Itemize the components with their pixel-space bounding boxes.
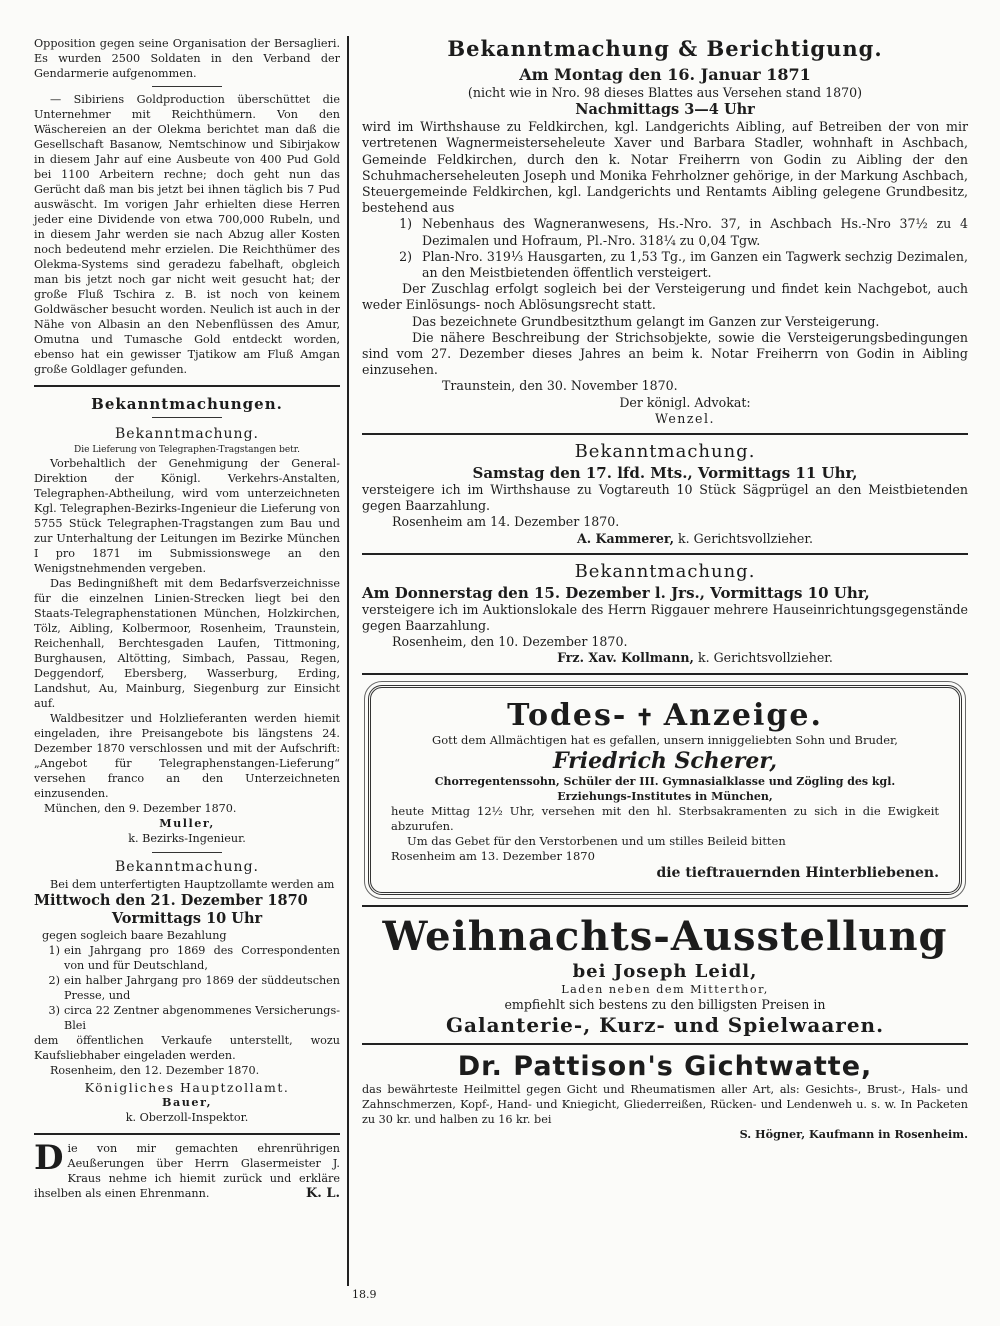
notice-role: k. Gerichtsvollzieher. <box>697 650 833 666</box>
notice-paragraph: Bei dem unterfertigten Hauptzollamte werden am <box>50 878 335 891</box>
notice-zollamt <box>34 859 340 1125</box>
notice-signature: Muller, <box>159 816 215 830</box>
list-item <box>362 249 968 281</box>
list-number: 1) <box>48 944 60 957</box>
cross-icon: ✝ <box>635 704 656 731</box>
divider <box>152 417 222 418</box>
footer-number: 18.9 <box>352 1288 377 1301</box>
section-title: Bekanntmachungen. <box>91 395 283 413</box>
list-number: 1) <box>399 216 412 232</box>
ad-title: Dr. Pattison's Gichtwatte, <box>457 1050 873 1082</box>
right-column <box>362 36 968 1142</box>
divider <box>362 905 968 907</box>
list-item <box>34 1003 340 1033</box>
death-notice-title-a: Todes- <box>507 697 628 733</box>
list-item <box>34 973 340 1003</box>
list-item <box>362 216 968 248</box>
notice-paragraph: Die nähere Beschreibung der Strichsobjekte, sowie die Versteigerungsbedingungen sind vom 27. Dezember dieses Jahres an beim k. Notar Freiherrn von Godin in Aibling einzusehen. <box>362 329 968 378</box>
notice-kollmann <box>362 561 968 667</box>
death-notice-frame <box>368 685 962 895</box>
death-notice-paragraph: Um das Gebet für den Verstorbenen und um stilles Beileid bitten <box>407 833 786 848</box>
ad-weihnachts <box>362 913 968 1037</box>
notice-signature: Bauer, <box>162 1095 212 1109</box>
death-notice-title <box>391 698 939 733</box>
divider <box>362 553 968 555</box>
ad-goods: Galanterie-, Kurz- und Spielwaaren. <box>445 1012 885 1037</box>
notice-title: Bekanntmachung. <box>115 426 259 442</box>
notice-role: Der königl. Advokat: <box>619 394 751 410</box>
notice-date: Rosenheim, den 10. Dezember 1870. <box>392 634 628 650</box>
death-notice-title-b: Anzeige. <box>663 697 823 733</box>
notice-paragraph: ie von mir gemachten ehrenrührigen Aeußerungen über Herrn Glasermeister J. Kraus nehme ich hiemit zurück und erkläre ihselben als einen Ehrenmann. <box>34 1142 340 1200</box>
notice-signature: K. L. <box>305 1186 340 1201</box>
death-notice-paragraph: heute Mittag 12½ Uhr, versehen mit den hl. Sterbsakramenten zu sich in die Ewigkeit abzurufen. <box>391 803 939 833</box>
deceased-name: Friedrich Scherer, <box>552 747 778 774</box>
divider <box>34 385 340 387</box>
list-text: ein halber Jahrgang pro 1869 der süddeutschen Presse, und <box>64 974 340 1002</box>
notice-role: k. Gerichtsvollzieher. <box>678 530 814 546</box>
list-number: 2) <box>48 974 60 987</box>
notice-paragraph: versteigere ich im Auktionslokale des Herrn Riggauer mehrere Hauseinrichtungsgegenstände gegen Baarzahlung. <box>362 601 968 634</box>
notice-date: München, den 9. Dezember 1870. <box>44 802 237 815</box>
notice-date: Rosenheim am 14. Dezember 1870. <box>392 514 620 530</box>
notice-kammerer <box>362 441 968 547</box>
opener-paragraph: Opposition gegen seine Organisation der Bersaglieri. Es wurden 2500 Soldaten in den Verband der Gendarmerie aufgenommen. <box>34 37 340 80</box>
list-text: circa 22 Zentner abgenommenes Versicherungs-Blei <box>64 1004 340 1032</box>
notice-title: Bekanntmachung. <box>574 441 756 463</box>
notice-paragraph: versteigere ich im Wirthshause zu Vogtareuth 10 Stück Sägprügel an den Meistbietenden gegen Baarzahlung. <box>362 482 968 514</box>
notice-date-line: Mittwoch den 21. Dezember 1870 <box>34 892 308 909</box>
divider <box>34 1133 340 1135</box>
sibirien-article: — Sibiriens Goldproduction überschüttet die Unternehmer mit Reichthümern. Von den Wäschereien an der Olekma berichtet man daß die Gesellschaft Basanow, Nemtschinow und Sibirjakow in diesem Jahr auf eine Ausbeute von 400 Pud Gold bei 1100 Arbeitern rechne; doch geht nun das Gerücht daß man bis jetzt bei ihnen täglich bis 7 Pud auswäscht. Im vorigen Jahr erhielten diese Herren jeder eine Dividende von etwa 700,000 Rubeln, und in diesem Jahr werden sie nach Abzug aller Kosten noch bedeutend mehr erzielen. Die Reichthümer des Olekma-Systems sind geradezu fabelhaft, obgleich man bis jetzt noch gar nicht weit gesucht hat; der große Fluß Tschira z. B. ist noch von keinem Goldwäscher besucht worden. Neulich ist auch in der Nähe von Albasin an den Nebenflüssen des Amur, Omutna und Tumasche Gold entdeckt worden, ebenso hat ein gewisser Tjatikow am Fluß Amgan große Goldlager gefunden. <box>34 93 340 376</box>
list-text: Nebenhaus des Wagneranwesens, Hs.-Nro. 37, in Aschbach Hs.-Nro 37½ zu 4 Dezimalen und Hofraum, Pl.-Nro. 318¼ zu 0,04 Tgw. <box>422 216 968 248</box>
notice-date-line: Samstag den 17. lfd. Mts., Vormittags 11 Uhr, <box>472 464 858 483</box>
ad-title: Weihnachts-Ausstellung <box>382 912 948 960</box>
divider <box>152 852 222 853</box>
notice-subtitle: Die Lieferung von Telegraphen-Tragstangen betr. <box>74 445 300 455</box>
notice-kraus <box>34 1138 340 1201</box>
ad-paragraph: das bewährteste Heilmittel gegen Gicht und Rheumatismen aller Art, als: Gesichts-, Brust-, Hals- und Zahnschmerzen, Kopf-, Hand- und Kniegicht, Gliederreißen, Rücken- und Lendenweh u. s. w. In Packeten zu 30 kr. und halben zu 16 kr. bei <box>362 1082 968 1126</box>
list-text: ein Jahrgang pro 1869 des Correspondenten von und für Deutschland, <box>64 944 340 972</box>
notice-paragraph: Das bezeichnete Grundbesitzthum gelangt im Ganzen zur Versteigerung. <box>412 313 880 329</box>
notice-signature-line <box>362 650 968 666</box>
notice-date: Traunstein, den 30. November 1870. <box>442 378 678 394</box>
death-notice-paragraph: Chorregentenssohn, Schüler der III. Gymnasialklasse und Zögling des kgl. Erziehungs-Institutes in München, <box>434 774 896 803</box>
notice-paragraph: Waldbesitzer und Holzlieferanten werden hiemit eingeladen, ihre Preisangebote bis längstens 24. Dezember 1870 verschlossen und mit der Aufschrift: „Angebot für Telegraphenstangen-Lieferung“ versehen franco an den Unterzeichneten einzusenden. <box>34 712 340 800</box>
list-text: Plan-Nro. 319⅓ Hausgarten, zu 1,53 Tg., im Ganzen ein Tagwerk sechzig Dezimalen, an den Meistbietenden öffentlich versteigert. <box>422 248 968 281</box>
notice-signature: A. Kammerer, <box>576 530 675 546</box>
ad-location: Laden neben dem Mitterthor, <box>561 982 769 996</box>
notice-date-line: Am Donnerstag den 15. Dezember l. Jrs., Vormittags 10 Uhr, <box>362 583 870 602</box>
notice-time-line: Nachmittags 3—4 Uhr <box>575 101 755 119</box>
notice-signature: Wenzel. <box>654 410 716 426</box>
left-column <box>34 36 340 1201</box>
ad-seller: S. Högner, Kaufmann in Rosenheim. <box>739 1126 968 1141</box>
notice-paragraph: gegen sogleich baare Bezahlung <box>42 929 227 942</box>
notice-paragraph: wird im Wirthshause zu Feldkirchen, kgl. Landgerichts Aibling, auf Betreiben der von mir vertretenen Wagnermeisterseheleute Xaver und Barbara Stadler, wohnhaft in Aschbach, Gemeinde Feldkirchen, durch den k. Notar Freiherrn von Godin zu Aibling der den Schuhmacherseheleuten Joseph und Monika Fehrholzner gehörige, in der Markung Aschbach, Steuergemeinde Feldkirchen, kgl. Landgerichts und Rentamts Aibling gelegene Grundbesitz, bestehend aus <box>362 119 968 216</box>
notice-paragraph: Der Zuschlag erfolgt sogleich bei der Versteigerung und findet kein Nachgebot, auch weder Einlösungs- noch Ablösungsrecht statt. <box>362 281 968 313</box>
divider <box>362 1043 968 1045</box>
notice-role: k. Oberzoll-Inspektor. <box>125 1111 249 1124</box>
notice-time-line: Vormittags 10 Uhr <box>111 910 263 927</box>
death-notice-signature: die tieftrauernden Hinterbliebenen. <box>656 864 939 881</box>
notice-berichtigung <box>362 36 968 427</box>
drop-cap: D <box>34 1138 64 1178</box>
notice-telegraph <box>34 426 340 846</box>
notice-title: Bekanntmachung. <box>115 859 259 875</box>
divider <box>152 86 222 87</box>
list-number: 2) <box>399 248 412 264</box>
notice-paragraph: Das Bedingnißheft mit dem Bedarfsverzeichnisse für die einzelnen Linien-Strecken liegt bei den Staats-Telegraphenstationen München, Holzkirchen, Tölz, Aibling, Kolbermoor, Rosenheim, Traunstein, Reichenhall, Berchtesgaden Laufen, Tittmoning, Burghausen, Altötting, Simbach, Passau, Regen, Deggendorf, Ebersberg, Wasserburg, Erding, Landshut, Au, Mainburg, Siegenburg zur Einsicht auf. <box>34 577 340 710</box>
notice-paragraph: dem öffentlichen Verkaufe unterstellt, wozu Kaufsliebhaber eingeladen werden. <box>34 1034 340 1062</box>
notice-date-line: Am Montag den 16. Januar 1871 <box>519 65 811 84</box>
death-notice-date: Rosenheim am 13. Dezember 1870 <box>391 848 595 863</box>
notice-title: Bekanntmachung & Berichtigung. <box>447 36 883 61</box>
death-notice-paragraph: Gott dem Allmächtigen hat es gefallen, unsern inniggeliebten Sohn und Bruder, <box>432 732 898 747</box>
divider <box>362 433 968 435</box>
divider <box>362 673 968 675</box>
notice-signature: Frz. Xav. Kollmann, <box>557 650 694 666</box>
list-item <box>34 943 340 973</box>
notice-signature-line <box>362 531 968 547</box>
column-divider <box>347 36 349 1286</box>
ad-pattison <box>362 1051 968 1142</box>
notice-role: k. Bezirks-Ingenieur. <box>128 832 246 845</box>
notice-title: Bekanntmachung. <box>574 560 756 582</box>
ad-paragraph: empfiehlt sich bestens zu den billigsten Preisen in <box>504 996 826 1012</box>
newspaper-page <box>34 36 968 1322</box>
notice-date: Rosenheim, den 12. Dezember 1870. <box>50 1064 260 1077</box>
ad-vendor: bei Joseph Leidl, <box>572 960 758 982</box>
list-number: 3) <box>48 1004 60 1017</box>
notice-office: Königliches Hauptzollamt. <box>84 1080 290 1095</box>
notice-note: (nicht wie in Nro. 98 dieses Blattes aus Versehen stand 1870) <box>467 85 863 100</box>
notice-paragraph: Vorbehaltlich der Genehmigung der General-Direktion der Königl. Verkehrs-Anstalten, Telegraphen-Abtheilung, wird vom unterzeichneten Kgl. Telegraphen-Bezirks-Ingenieur die Lieferung von 5755 Stück Telegraphen-Tragstangen zum Bau und zur Unterhaltung der Leitungen im Bezirke München I pro 1871 im Submissionswege an den Wenigstnehmenden vergeben. <box>34 457 340 575</box>
